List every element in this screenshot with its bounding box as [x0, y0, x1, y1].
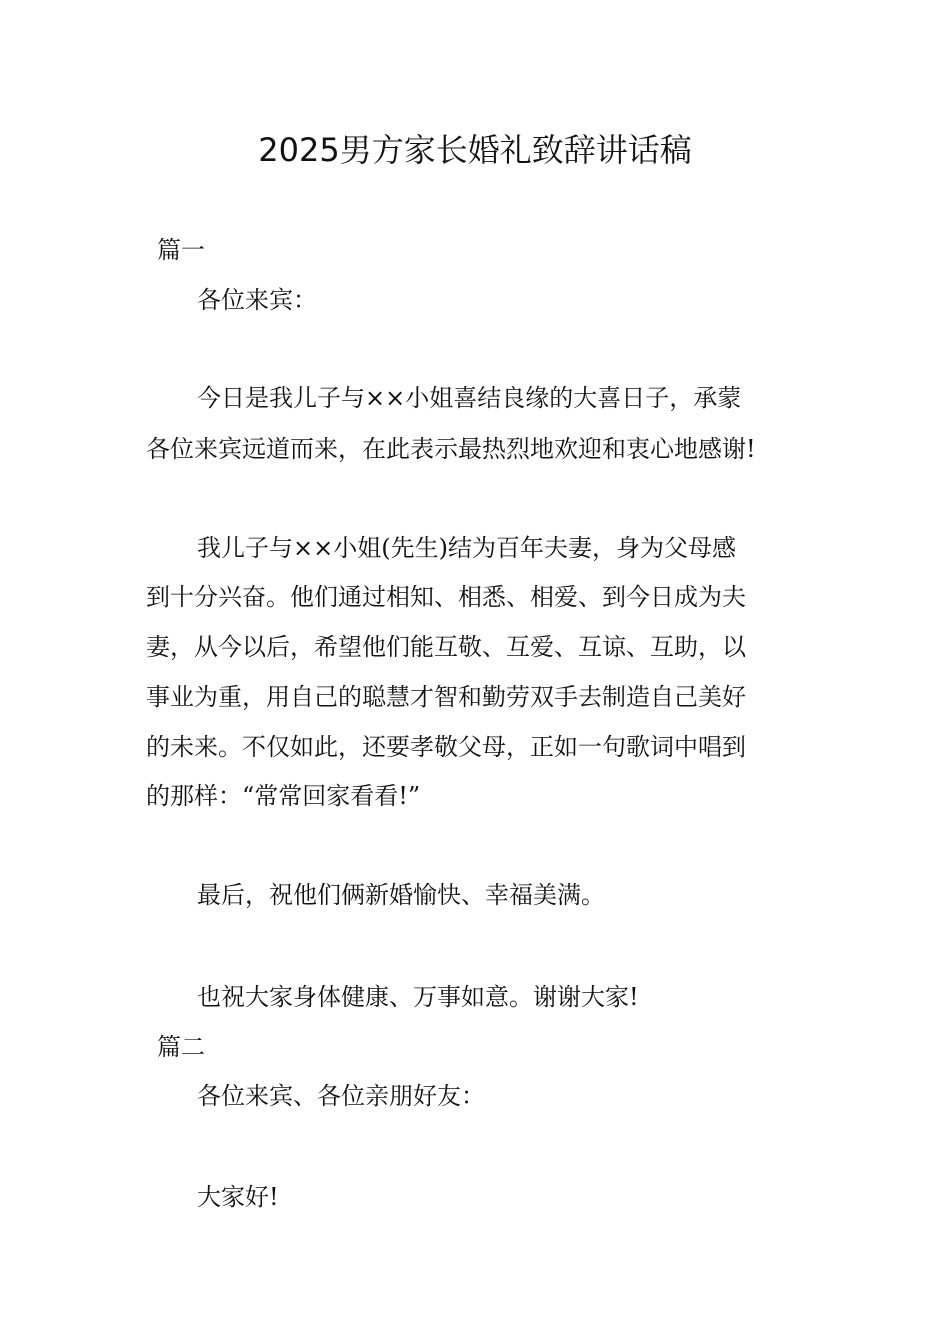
salutation-1: 各位来宾： [197, 286, 317, 314]
paragraph-line: 我儿子与××小姐(先生)结为百年夫妻，身为父母感 [197, 534, 736, 562]
paragraph-line: 的那样：“常常回家看看!” [146, 782, 421, 810]
paragraph-line: 最后，祝他们俩新婚愉快、幸福美满。 [197, 881, 605, 909]
paragraph-line: 也祝大家身体健康、万事如意。谢谢大家! [197, 983, 639, 1011]
paragraph-line: 大家好! [197, 1183, 279, 1211]
paragraph-line: 到十分兴奋。他们通过相知、相悉、相爱、到今日成为夫 [146, 583, 746, 611]
section-label-2: 篇二 [157, 1033, 205, 1061]
paragraph-line: 各位来宾远道而来，在此表示最热烈地欢迎和衷心地感谢! [146, 435, 756, 463]
paragraph-line: 事业为重，用自己的聪慧才智和勤劳双手去制造自己美好 [146, 683, 746, 711]
paragraph-line: 妻，从今以后，希望他们能互敬、互爱、互谅、互助，以 [146, 633, 746, 661]
section-label-1: 篇一 [157, 236, 205, 264]
document-title: 2025男方家长婚礼致辞讲话稿 [258, 131, 692, 169]
paragraph-line: 今日是我儿子与××小姐喜结良缘的大喜日子，承蒙 [197, 384, 742, 412]
salutation-2: 各位来宾、各位亲朋好友： [197, 1082, 485, 1110]
paragraph-line: 的未来。不仅如此，还要孝敬父母，正如一句歌词中唱到 [146, 733, 746, 761]
